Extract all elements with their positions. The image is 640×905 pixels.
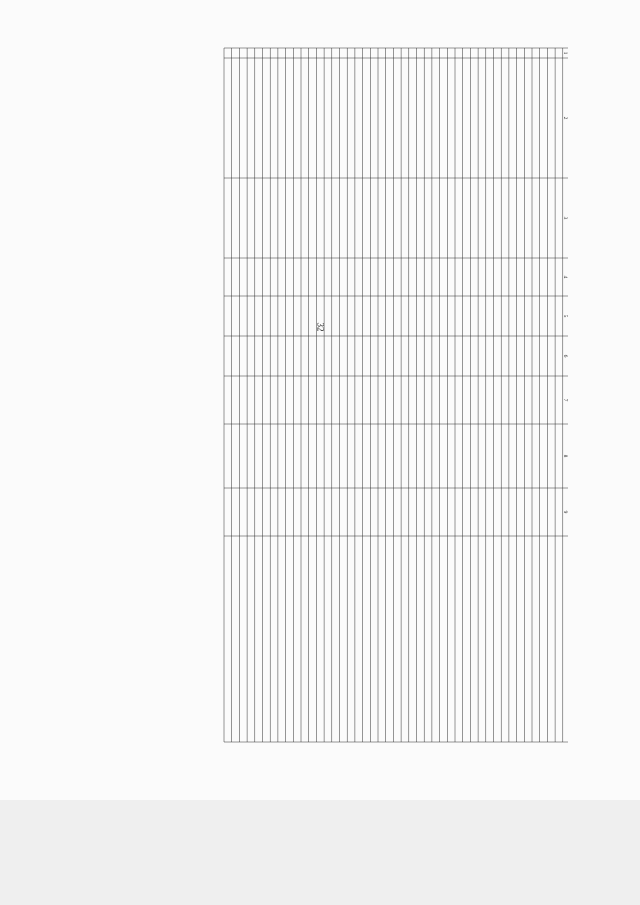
column-number-6: 6 [562, 354, 568, 358]
column-number-9: 9 [562, 510, 568, 514]
column-number-5: 5 [562, 314, 568, 318]
column-number-4: 4 [562, 275, 568, 279]
column-number-1: 1 [562, 51, 568, 55]
grid-lines [224, 48, 568, 742]
page-number: 32 [315, 322, 326, 332]
column-number-7: 7 [562, 398, 568, 402]
column-number-8: 8 [562, 454, 568, 458]
column-number-2: 2 [562, 116, 568, 120]
column-number-3: 3 [562, 216, 568, 220]
